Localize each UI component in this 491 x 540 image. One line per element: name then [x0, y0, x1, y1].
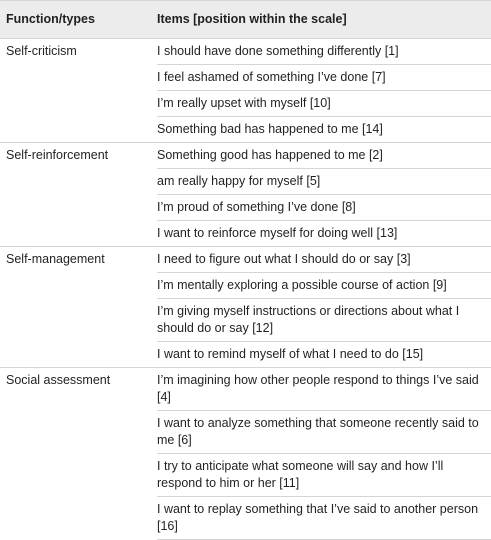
- item-cell: Something bad has happened to me [14]: [157, 117, 491, 143]
- function-cell-self-management: Self-management: [0, 247, 157, 368]
- table-row: [0, 247, 491, 273]
- item-cell: Something good has happened to me [2]: [157, 143, 491, 169]
- header-items: Items [position within the scale]: [157, 1, 491, 39]
- item-cell: I’m mentally exploring a possible course of action [9]: [157, 273, 491, 299]
- item-cell: I want to remind myself of what I need to do [15]: [157, 342, 491, 368]
- item-cell: I feel ashamed of something I’ve done [7]: [157, 65, 491, 91]
- item-cell: I’m proud of something I’ve done [8]: [157, 195, 491, 221]
- item-cell: am really happy for myself [5]: [157, 169, 491, 195]
- function-cell-self-reinforcement: Self-reinforcement: [0, 143, 157, 247]
- item-cell: I try to anticipate what someone will say and how I’ll respond to him or her [11]: [157, 454, 491, 497]
- item-cell: I want to analyze something that someone recently said to me [6]: [157, 411, 491, 454]
- item-cell: I want to replay something that I’ve said to another person [16]: [157, 497, 491, 540]
- table-row: [0, 368, 491, 411]
- table-row: [0, 143, 491, 169]
- function-cell-self-criticism: Self-criticism: [0, 39, 157, 143]
- table-body: [0, 39, 491, 540]
- table-header: [0, 1, 491, 39]
- item-cell: I’m really upset with myself [10]: [157, 91, 491, 117]
- header-row: [0, 1, 491, 39]
- item-cell: I need to figure out what I should do or say [3]: [157, 247, 491, 273]
- item-cell: I should have done something differently [1]: [157, 39, 491, 65]
- function-cell-social-assessment: Social assessment: [0, 368, 157, 540]
- table-row: [0, 39, 491, 65]
- item-cell: I’m imagining how other people respond to things I’ve said [4]: [157, 368, 491, 411]
- item-cell: I’m giving myself instructions or directions about what I should do or say [12]: [157, 299, 491, 342]
- item-cell: I want to reinforce myself for doing well [13]: [157, 221, 491, 247]
- header-function-types: Function/types: [0, 1, 157, 39]
